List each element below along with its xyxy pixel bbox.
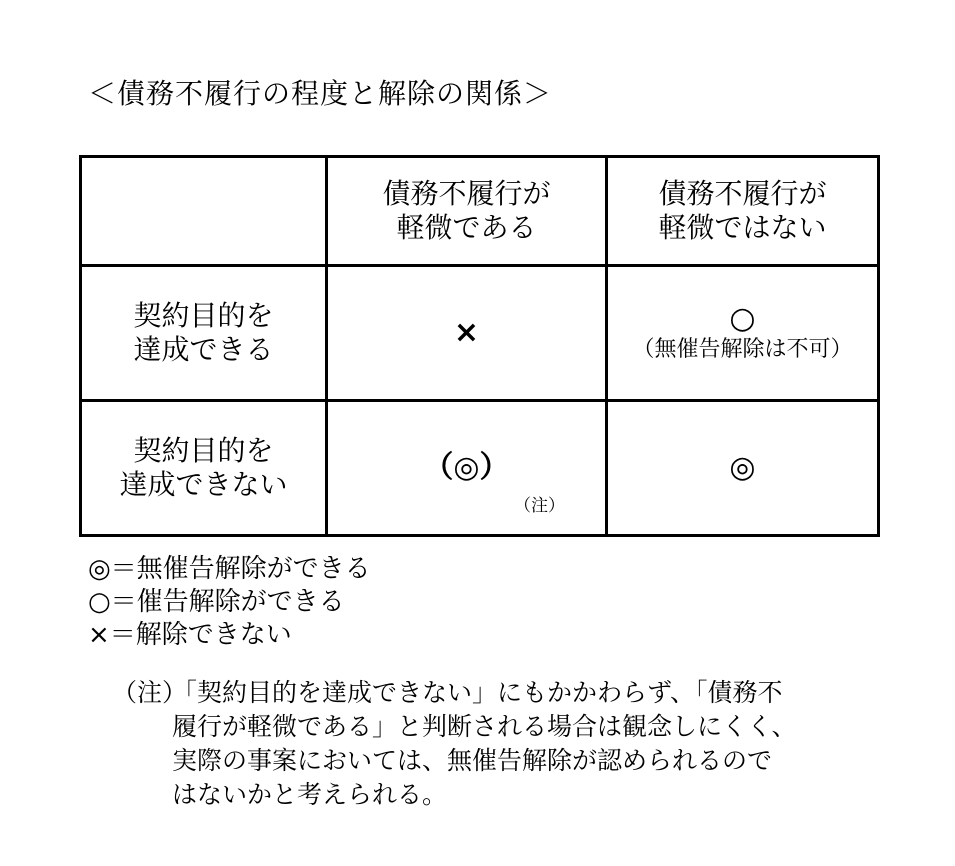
double-circle-mark: ◎: [729, 449, 756, 485]
relationship-table: [79, 155, 880, 537]
table-row: [81, 265, 879, 400]
row-label-line1: 契約目的を: [133, 298, 274, 332]
table-row: [81, 400, 879, 535]
header-serious-line1: 債務不履行が: [658, 176, 827, 210]
legend-cross: ×＝解除できない: [88, 620, 292, 650]
table-header-row: [81, 157, 879, 266]
double-circle-parenthesized-mark: （◎）: [423, 449, 510, 485]
legend-double-circle: ◎＝無催告解除ができる: [88, 554, 371, 584]
cell-not-achievable-serious: [606, 400, 878, 535]
footnote-text: 「契約目的を達成できない」にもかかわらず、「債務不 履行が軽微である」と判断される場合は観念しにくく、 実際の事案においては、無催告解除が認められるので はないかと考えられる。: [172, 678, 797, 809]
cell-not-achievable-minor: [326, 400, 606, 535]
note-reference: （注）: [513, 496, 565, 516]
legend-circle: ○＝催告解除ができる: [88, 587, 345, 617]
header-minor-line1: 債務不履行が: [382, 176, 551, 210]
row-label-line2: 達成できる: [133, 332, 274, 366]
header-serious-breach: [606, 157, 878, 266]
row-label-line2: 達成できない: [119, 467, 288, 501]
header-minor-line2: 軽微である: [396, 210, 537, 244]
cell-achievable-minor: [326, 265, 606, 400]
cross-mark: ×: [453, 314, 480, 350]
header-minor-breach: [326, 157, 606, 266]
row-label-achievable: [81, 265, 327, 400]
header-serious-line2: 軽微ではない: [658, 210, 827, 244]
circle-mark: ○: [729, 300, 756, 336]
footnote: [112, 676, 872, 812]
row-label-not-achievable: [81, 400, 327, 535]
row-label-line1: 契約目的を: [133, 433, 274, 467]
cell-achievable-serious: [606, 265, 878, 400]
footnote-label: （注）: [112, 678, 188, 707]
page-title: ＜債務不履行の程度と解除の関係＞: [88, 77, 553, 110]
legend: [88, 553, 371, 652]
no-notice-not-allowed-note: （無催告解除は不可）: [632, 336, 853, 362]
empty-corner-cell: [81, 157, 327, 266]
